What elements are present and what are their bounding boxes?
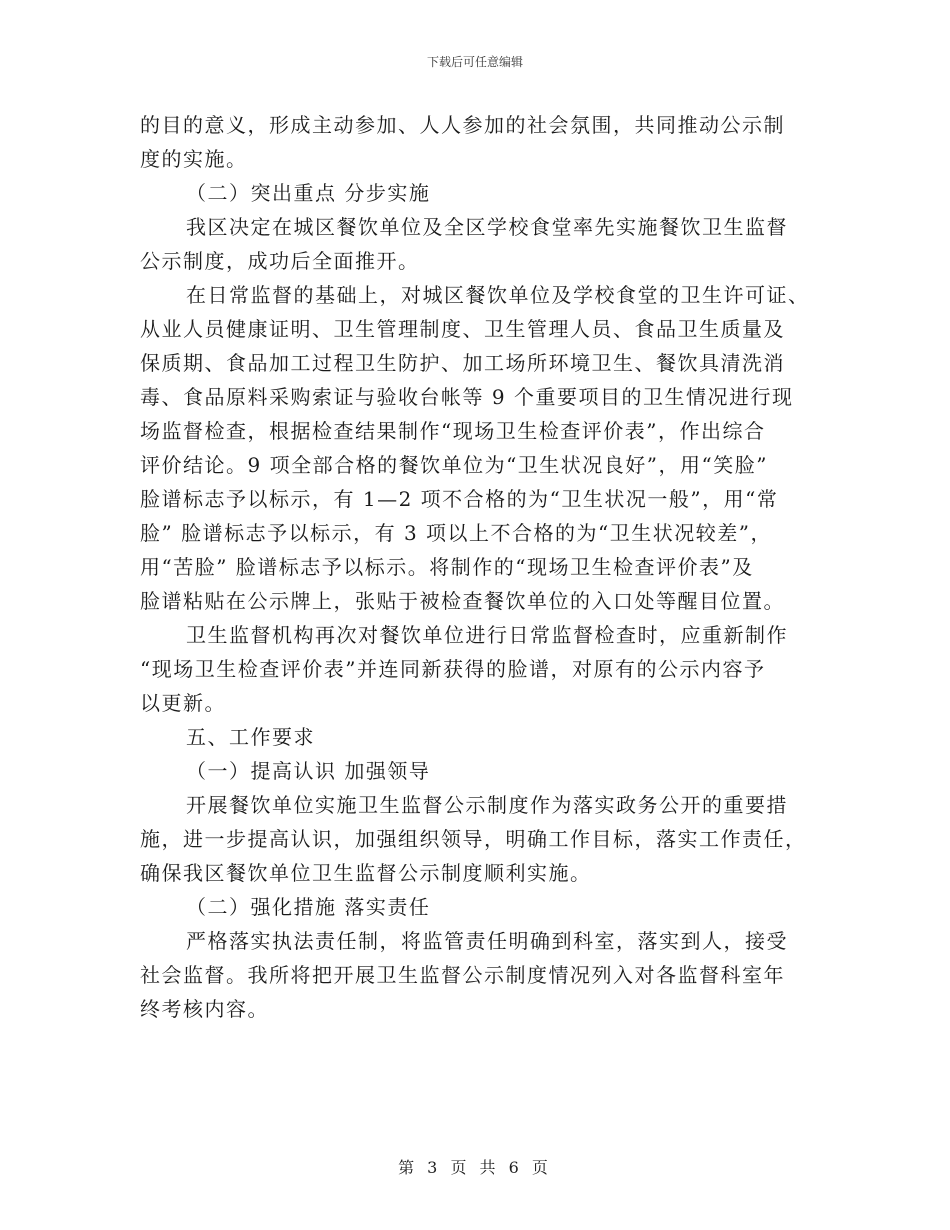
body-line: 评价结论。9 项全部合格的餐饮单位为“卫生状况良好”，用“笑脸” bbox=[140, 453, 768, 477]
body-line: 施，进一步提高认识，加强组织领导，明确工作目标，落实工作责任， bbox=[140, 827, 807, 851]
body-line: 在日常监督的基础上，对城区餐饮单位及学校食堂的卫生许可证、 bbox=[186, 283, 810, 307]
body-line: 脸谱粘贴在公示牌上，张贴于被检查餐饮单位的入口处等醒目位置。 bbox=[140, 589, 785, 613]
body-line: 脸谱标志予以标示，有 1—2 项不合格的为“卫生状况一般”，用“常 bbox=[140, 487, 779, 511]
body-line: 社会监督。我所将把开展卫生监督公示制度情况列入对各监督科室年 bbox=[140, 963, 785, 987]
body-line: 从业人员健康证明、卫生管理制度、卫生管理人员、食品卫生质量及 bbox=[140, 317, 785, 341]
body-line: 保质期、食品加工过程卫生防护、加工场所环境卫生、餐饮具清洗消 bbox=[140, 351, 785, 375]
body-line: 公示制度，成功后全面推开。 bbox=[140, 249, 420, 273]
body-line: 场监督检查，根据检查结果制作“现场卫生检查评价表”，作出综合 bbox=[140, 419, 766, 443]
page-number: 第 3 页 共 6 页 bbox=[398, 1158, 552, 1177]
body-line: 用“苦脸” 脸谱标志予以标示。将制作的“现场卫生检查评价表”及 bbox=[140, 555, 754, 579]
body-line: 的目的意义，形成主动参加、人人参加的社会氛围，共同推动公示制 bbox=[140, 113, 785, 137]
document-body bbox=[140, 108, 820, 1026]
body-line: 度的实施。 bbox=[140, 147, 248, 171]
body-line: “现场卫生检查评价表”并连同新获得的脸谱，对原有的公示内容予 bbox=[140, 657, 766, 681]
header-note: 下载后可任意编辑 bbox=[426, 55, 523, 69]
body-line: 毒、食品原料采购索证与验收台帐等 9 个重要项目的卫生情况进行现 bbox=[140, 385, 794, 409]
body-line: 严格落实执法责任制，将监管责任明确到科室，落实到人，接受 bbox=[186, 929, 788, 953]
section-heading: （二）强化措施 落实责任 bbox=[186, 895, 431, 919]
body-line: 我区决定在城区餐饮单位及全区学校食堂率先实施餐饮卫生监督 bbox=[186, 215, 788, 239]
body-line: 终考核内容。 bbox=[140, 997, 269, 1021]
body-line: 卫生监督机构再次对餐饮单位进行日常监督检查时，应重新制作 bbox=[186, 623, 788, 647]
section-heading: （二）突出重点 分步实施 bbox=[186, 181, 431, 205]
body-line: 开展餐饮单位实施卫生监督公示制度作为落实政务公开的重要措 bbox=[186, 793, 788, 817]
body-line: 确保我区餐饮单位卫生监督公示制度顺利实施。 bbox=[140, 861, 592, 885]
body-line: 脸” 脸谱标志予以标示，有 3 项以上不合格的为“卫生状况较差”， bbox=[140, 521, 772, 545]
section-heading: 五、工作要求 bbox=[186, 725, 315, 749]
section-heading: （一）提高认识 加强领导 bbox=[186, 759, 431, 783]
body-line: 以更新。 bbox=[140, 691, 226, 715]
